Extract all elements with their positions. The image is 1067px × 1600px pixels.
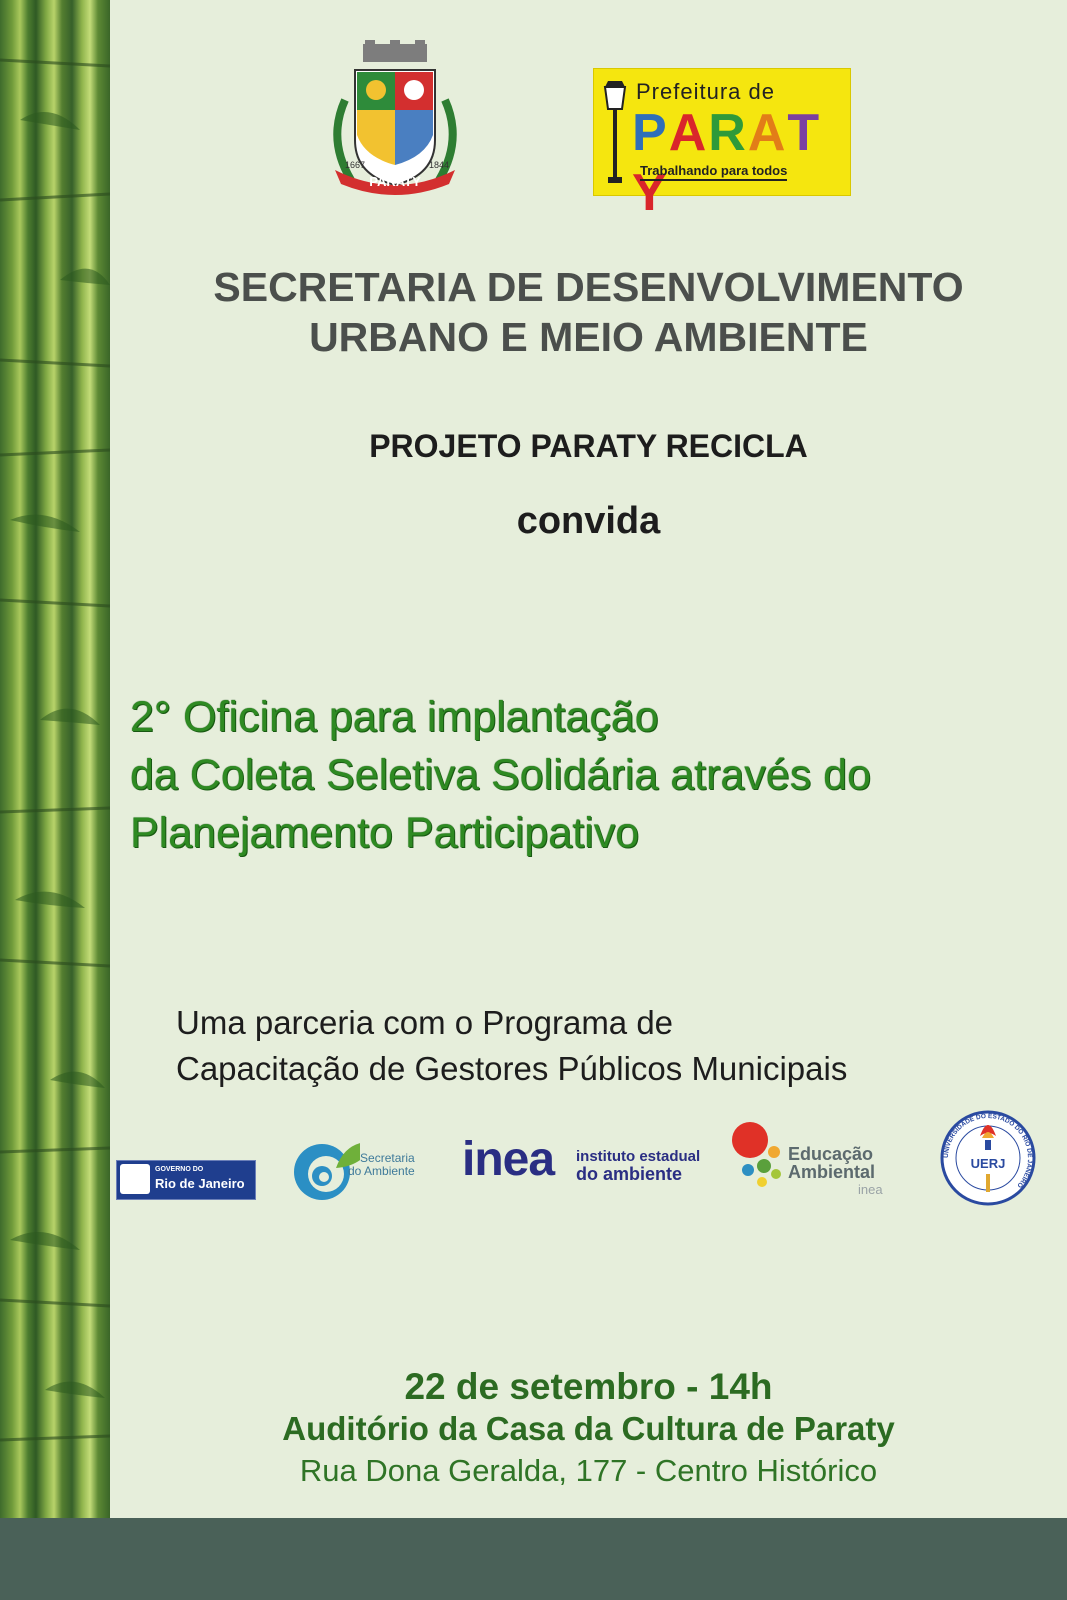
inea-wordmark: inea xyxy=(462,1133,555,1186)
prefeitura-tagline: Trabalhando para todos xyxy=(640,163,787,181)
secretaria-line1: SECRETARIA DE DESENVOLVIMENTO xyxy=(213,264,964,310)
event-venue: Auditório da Casa da Cultura de Paraty xyxy=(282,1410,895,1447)
convida-text: convida xyxy=(516,500,661,542)
crest-year-right: 1844 xyxy=(429,160,450,170)
paraty-coat-of-arms-icon xyxy=(325,40,465,205)
workshop-title xyxy=(130,688,1060,862)
workshop-line3: Planejamento Participativo xyxy=(130,809,640,857)
project-name: PROJETO PARATY RECICLA xyxy=(369,428,808,464)
rj-small-text: GOVERNO DO xyxy=(155,1166,204,1173)
sa-line2: do Ambiente xyxy=(348,1164,415,1178)
prefeitura-line1: Prefeitura de xyxy=(636,79,775,104)
workshop-line2: da Coleta Seletiva Solidária através do xyxy=(130,751,871,799)
inea-line2: do ambiente xyxy=(576,1164,683,1184)
paraty-letter: P xyxy=(632,104,669,162)
paraty-letter: A xyxy=(668,104,709,162)
street-lamp-icon xyxy=(600,77,630,187)
partnership-line2: Capacitação de Gestores Públicos Municipais xyxy=(176,1050,848,1087)
colored-dots-icon xyxy=(730,1118,790,1198)
edu-line1: Educação xyxy=(788,1144,874,1164)
governo-rj-logo xyxy=(116,1160,256,1200)
crest-text: PARATY xyxy=(369,174,421,189)
prefeitura-paraty-logo xyxy=(593,68,851,222)
secretaria-ambiente-logo xyxy=(290,1138,430,1204)
secretaria-ambiente-text xyxy=(348,1152,415,1178)
paraty-letter: A xyxy=(747,104,788,162)
edu-line3: inea xyxy=(858,1182,883,1197)
inea-logo xyxy=(460,1130,710,1190)
paraty-letter: R xyxy=(708,104,748,162)
edu-line2: Ambiental xyxy=(788,1162,876,1182)
uerj-ring-text: UNIVERSIDADE DO ESTADO DO RIO DE JANEIRO xyxy=(942,1112,1034,1189)
partnership-line1: Uma parceria com o Programa de xyxy=(176,1004,674,1041)
educacao-ambiental-logo xyxy=(730,1118,900,1208)
inea-line1: instituto estadual xyxy=(576,1148,701,1165)
partner-logos xyxy=(110,1108,1067,1228)
partnership-text xyxy=(176,1000,1056,1092)
rj-big-text: Rio de Janeiro xyxy=(155,1176,245,1191)
rj-emblem-icon xyxy=(120,1164,150,1194)
workshop-line1: 2° Oficina para implantação xyxy=(130,693,659,741)
bamboo-decoration xyxy=(0,0,110,1518)
crest-year-left: 1667 xyxy=(345,160,366,170)
uerj-seal-icon xyxy=(938,1108,1038,1208)
uerj-abbr: UERJ xyxy=(970,1156,1006,1171)
footer-bar xyxy=(0,1518,1067,1600)
sa-line1: Secretaria xyxy=(360,1151,415,1165)
paraty-letter: T xyxy=(787,104,822,162)
event-date: 22 de setembro - 14h xyxy=(404,1366,773,1407)
event-address: Rua Dona Geralda, 177 - Centro Histórico xyxy=(299,1453,878,1488)
bamboo-border xyxy=(0,0,110,1518)
invitation-content xyxy=(110,0,1067,1518)
secretaria-line2: URBANO E MEIO AMBIENTE xyxy=(309,314,868,360)
paraty-letter: Y xyxy=(632,164,669,222)
secretaria-title xyxy=(110,262,1067,362)
